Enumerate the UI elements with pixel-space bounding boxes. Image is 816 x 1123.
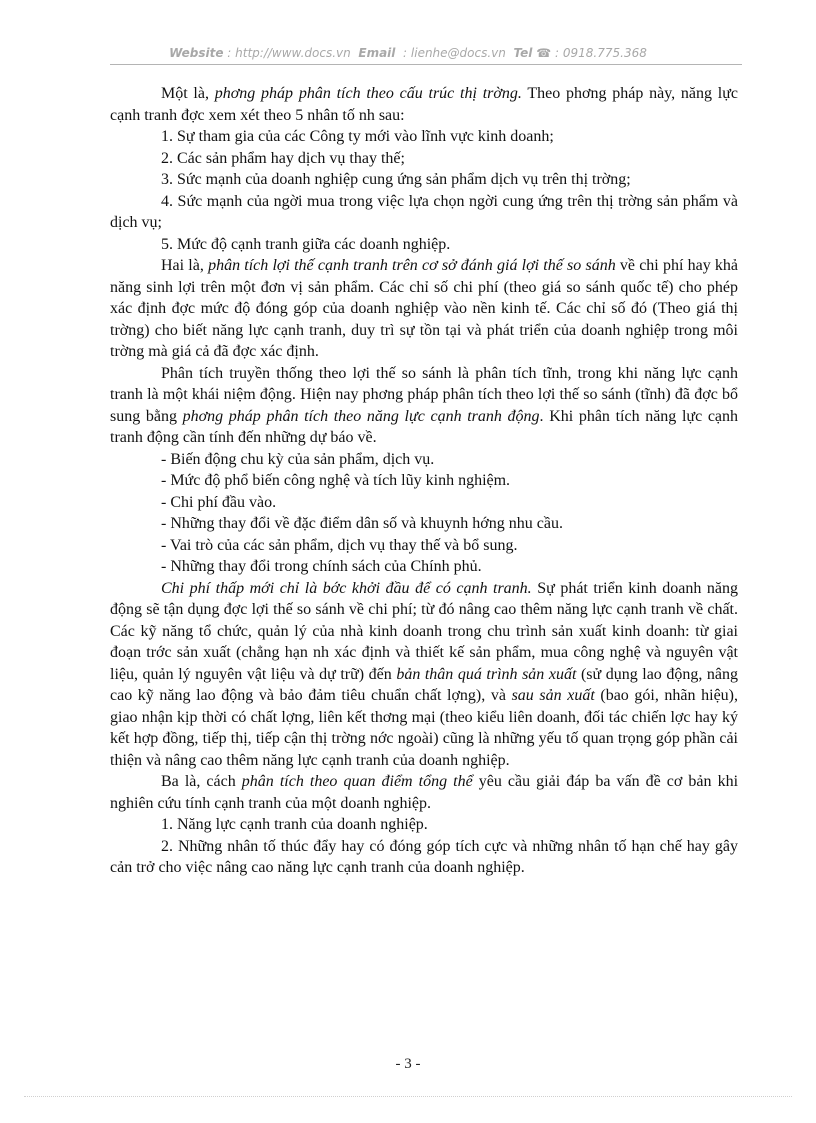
document-body bbox=[110, 83, 738, 879]
paragraph-5 bbox=[110, 771, 738, 814]
p1-emphasis: phơng pháp phân tích theo cấu trúc thị trờng. bbox=[214, 85, 522, 102]
tel-value: ☎ : 0918.775.368 bbox=[536, 46, 647, 60]
email-label: Email bbox=[358, 46, 396, 60]
paragraph-1 bbox=[110, 83, 738, 126]
page-bottom-divider bbox=[24, 1096, 792, 1097]
p5-lead: Ba là, cách bbox=[161, 773, 242, 790]
p4-emphasis-2: bản thân quá trình sản xuất bbox=[396, 665, 577, 683]
p4-text-3: (bao gói, nhãn hiệu), giao nhận kịp thời có chất lợng, liên kết thơng mại (theo kiểu liên doanh, đối tác chiến lợc hay ký kết hợp đồng, tiếp thị, tiếp cận thị trờng nớc ngoài) cũng là những yếu tố quan trọng góp phần cải thiện và nâng cao thêm năng lực cạnh tranh của doanh nghiệp. bbox=[110, 687, 739, 769]
p1-rest: Theo phơng pháp này, năng lực cạnh tranh đợc xem xét theo 5 nhân tố nh sau: bbox=[110, 85, 739, 124]
p2-rest: về chi phí hay khả năng sinh lợi trên một đơn vị sản phẩm. Các chỉ số chi phí (theo giá so sánh quốc tế) cho phép xác định đợc mức độ đóng góp của doanh nghiệp vào nền kinh tế. Các chỉ số đó (Theo giá thị trờng) cho biết năng lực cạnh tranh, duy trì sự tồn tại và phát triển của doanh nghiệp trong môi trờng mà giá cả đã đợc xác định. bbox=[110, 257, 739, 360]
website-label: Website bbox=[169, 46, 224, 60]
paragraph-4 bbox=[110, 578, 738, 772]
page-header bbox=[0, 46, 816, 60]
list-item: 3. Sức mạnh của doanh nghiệp cung ứng sản phẩm dịch vụ trên thị trờng; bbox=[161, 171, 631, 188]
p5-rest: yêu cầu giải đáp ba vấn đề cơ bản khi nghiên cứu tính cạnh tranh của một doanh nghiệp. bbox=[110, 773, 739, 812]
p2-emphasis: phân tích lợi thế cạnh tranh trên cơ sở đánh giá lợi thế so sánh bbox=[208, 257, 616, 274]
list-item: 2. Các sản phẩm hay dịch vụ thay thế; bbox=[161, 149, 405, 167]
p4-text-2: (sử dụng lao động, nâng cao kỹ năng lao động và bảo đảm tiêu chuẩn chất lợng), và bbox=[110, 665, 739, 704]
list-item: 2. Những nhân tố thúc đẩy hay có đóng góp tích cực và những nhân tố hạn chế hay gây cản trở cho việc nâng cao năng lực cạnh tranh của doanh nghiệp. bbox=[110, 837, 738, 876]
page-number: - 3 - bbox=[395, 1056, 421, 1072]
p4-emphasis: Chi phí thấp mới chỉ là bớc khởi đầu để có cạnh tranh. bbox=[161, 579, 532, 597]
p4-text: Sự phát triển kinh doanh năng động sẽ tận dụng đợc lợi thế so sánh về chi phí; từ đó nâng cao thêm năng lực cạnh tranh về chất. Các kỹ năng tổ chức, quản lý của nhà kinh doanh trong chu trình sản xuất kinh doanh: từ giai đoạn trớc sản xuất (chẳng hạn nh xác định và thiết kế sản phẩm, mua công nghệ và nguyên vật liệu, quản lý nguyên vật liệu và dự trữ) đến bbox=[110, 579, 738, 683]
bullet-item: - Những thay đổi về đặc điểm dân số và khuynh hớng nhu cầu. bbox=[161, 515, 563, 532]
p3-emphasis: phơng pháp phân tích theo năng lực cạnh tranh động bbox=[182, 407, 540, 425]
p5-emphasis: phân tích theo quan điểm tổng thể bbox=[241, 773, 473, 790]
p3-text: Phân tích truyền thống theo lợi thế so sánh là phân tích tĩnh, trong khi năng lực cạnh tranh là một khái niệm động. Hiện nay phơng pháp phân tích theo lợi thế so sánh (tĩnh) đã đợc bổ sung bằng bbox=[110, 364, 738, 425]
paragraph-2 bbox=[110, 255, 738, 363]
email-value[interactable]: : lienhe@docs.vn bbox=[403, 46, 506, 60]
tel-label: Tel bbox=[513, 46, 533, 60]
list-item: 1. Sự tham gia của các Công ty mới vào lĩnh vực kinh doanh; bbox=[161, 128, 554, 145]
p2-lead: Hai là, bbox=[161, 257, 209, 274]
list-item: 4. Sức mạnh của ngời mua trong việc lựa chọn ngời cung ứng trên thị trờng sản phẩm và dịch vụ; bbox=[110, 192, 738, 231]
p3-text-end: . Khi phân tích năng lực cạnh tranh động cần tính đến những dự báo về. bbox=[110, 407, 739, 446]
bullet-item: - Những thay đổi trong chính sách của Chính phủ. bbox=[161, 558, 482, 575]
p1-lead: Một là, bbox=[161, 85, 215, 102]
bullet-item: - Chi phí đầu vào. bbox=[161, 493, 277, 511]
list-item: 1. Năng lực cạnh tranh của doanh nghiệp. bbox=[161, 816, 428, 833]
paragraph-3 bbox=[110, 363, 738, 449]
p4-emphasis-3: sau sản xuất bbox=[511, 687, 595, 704]
header-divider bbox=[110, 64, 742, 65]
bullet-item: - Biến động chu kỳ của sản phẩm, dịch vụ. bbox=[161, 450, 435, 468]
bullet-item: - Mức độ phổ biến công nghệ và tích lũy kinh nghiệm. bbox=[161, 472, 511, 489]
bullet-item: - Vai trò của các sản phẩm, dịch vụ thay thế và bổ sung. bbox=[161, 536, 518, 554]
website-value[interactable]: : http://www.docs.vn bbox=[227, 46, 351, 60]
list-item: 5. Mức độ cạnh tranh giữa các doanh nghiệp. bbox=[161, 235, 451, 253]
